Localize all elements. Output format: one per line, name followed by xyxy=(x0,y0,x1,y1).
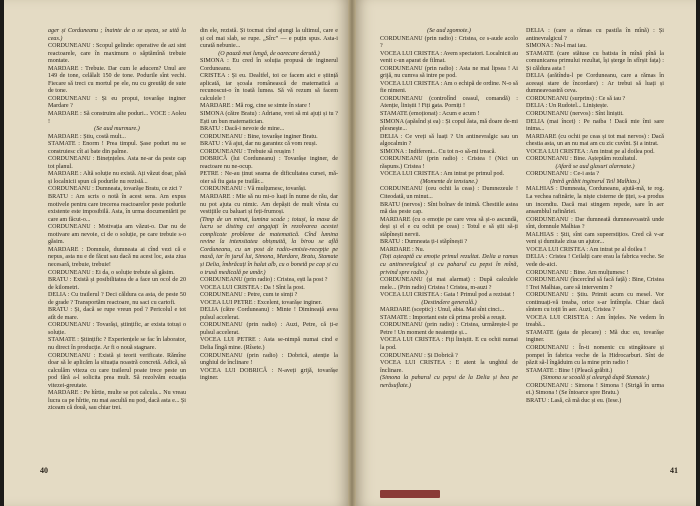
dialogue-line: MARDARE : Pe hîrtie, multe se pot calcula... Nu vreau lucra ca pe hîrtie, nu mai ascultă nu pod, dacă asta e... Și ziceam că două, sau chiar trei. xyxy=(48,390,186,412)
dialogue-line: STAMATE : Bine ! (Pleacă grăbit.) xyxy=(526,367,613,374)
bookmark-ribbon xyxy=(380,490,440,498)
dialogue-line: SIMONA : Eu cred în soluția propusă de inginerul Corduneanu. xyxy=(200,58,338,72)
stage-direction: (Se aud zgomote.) xyxy=(427,28,471,34)
stage-direction: ager și Corduneanu ; înainte de a se așeza, se uită la ceas.) xyxy=(48,28,186,42)
dialogue-line: CORDUNEANU (prin radio) : Cristea, urmărește-l pe Petre ! Un moment de neatenție și... xyxy=(380,322,518,336)
right-page xyxy=(352,0,700,506)
dialogue-line: CORDUNEANU (prin radio) : Cristea, ce s-aude acolo ? xyxy=(380,35,518,50)
dialogue-line: din ele, rezistă. Și tocmai cînd ajungi la ultimul, care e și cel mai slab, se rupe. „Sîrc” — e puțin spus. Asta-i curată nebunie... xyxy=(200,28,338,50)
dialogue-line: CORDUNEANU : Și Dobrică ? xyxy=(380,352,458,359)
dialogue-line: STAMATE : Științific ? Experiențele se fac în laborator, nu direct în producție. Ar fi o nouă stagnare. xyxy=(48,337,186,351)
dialogue-line: CORDUNEANU : Știu. Primit acum cu mesel. Vor continuați-vă treaba, orice s-ar întîmpla. Chiar dacă sîntem cu toții în aer. Auzi, Cristea ? xyxy=(526,292,664,314)
dialogue-line: CORDUNEANU (surprins) : Ce să iau ? xyxy=(526,95,626,102)
stage-direction: (Momente de tensiune.) xyxy=(420,178,478,185)
dialogue-line: VOCEA LUI CRISTEA : Am intrat pe primul pod. xyxy=(380,171,505,178)
dialogue-line: CORDUNEANU : Motivația am văzut-o. Dar nu de motivare am nevoie, ci de o soluție, pe care trebuie s-o găsim. xyxy=(48,224,186,246)
dialogue-line: CORDUNEANU : Există și teorii verificate. Rămîne doar să le aplicăm la situația noastră concretă. Adică, să calculăm viteza cu care trailerul poate trece peste un pod fără a-l solicita prea mult. Să rezolvăm ecuația vitezei-greutate. xyxy=(48,352,186,389)
dialogue-line: CORDUNEANU : Petre, cum te simți ? xyxy=(200,292,298,299)
dialogue-line: CORDUNEANU (prin radio) : Cristea, ești la post ? xyxy=(200,277,328,284)
stage-direction: (Se aud murmure.) xyxy=(94,126,140,133)
stage-direction: (O pauză mai lungă, de oarecare derută.) xyxy=(218,50,320,57)
dialogue-line: CORDUNEANU : Bine. Am mulțumesc ! xyxy=(526,269,629,276)
dialogue-line: VOCEA LUI DOBRICĂ : N-aveți grijă, tovarășe inginer. xyxy=(200,367,338,382)
dialogue-line: CORDUNEANU (ceu ochii la ceas) : Dumnezeule ! Citeodată, un minut... xyxy=(380,186,518,201)
dialogue-line: MARDARE : Mie să nu mi-o luați în nume de rău, dar nu pot ajuta cu nimic. Am depășit de mult vîrsta cu vestițiile cu baluari și feți-frumoși. xyxy=(200,194,338,216)
dialogue-line: CORDUNEANU : Dumneata, tovarășe Bratu, ce zici ? xyxy=(48,186,182,193)
dialogue-line: DELIA : Cristea ! Ceilalți care erau la fabrica veche. Se vede de-aici. xyxy=(526,254,664,268)
dialogue-line: VOCEA LUI CRISTEA : Fiți liniștit. E cu ochii numai la pod. xyxy=(380,337,518,351)
scan-edge-right xyxy=(696,0,700,506)
book-gutter xyxy=(348,0,356,506)
dialogue-line: MARDARE : Trebuie. Dar cum le aducem? Unul are 149 de tone, celălalt 150 de tone. Podurile sînt vechi. Fiecare să treci cu mortul pe ele, nu cu greutăți de sute de tone. xyxy=(48,65,186,95)
stage-direction: (Intră grăbit inginerul Teil Malhias.) xyxy=(550,178,640,185)
dialogue-line: BRATU : Dacă-i nevoie de mine... xyxy=(200,126,285,133)
stage-direction: (Destindere generală.) xyxy=(421,299,477,306)
dialogue-line: STAMATE (emoționat) : Acum e acum ! xyxy=(380,111,480,118)
dialogue-line: STAMATE (care stătuse cu batista în mînă pînă la comunicarea primului rezultat, își șterge în sfîrșit fața) : Și căldura asta ! xyxy=(526,50,664,72)
dialogue-line: DELIA : Cu trailerul ? Deci căldura ca asta, de peste 50 de grade ? Transportăm reactoare, nu saci cu cartofi. xyxy=(48,292,186,306)
dialogue-line: MALHIAS : Știi, sînt cam supeerstițios. Cred că v-ar veni și dumitale ziua un ajutor... xyxy=(526,231,664,246)
dialogue-line: BRATU : Am scris o notă în acest sens. Am expus motivele pentru care trecerea reactoarelor peste podurile existente este imposibilă. Asta, în urma documentării pe care am făcut-o... xyxy=(48,194,186,223)
dialogue-line: MARDARE (cu ochii pe ceas și tot mai nervos) : Dacă chestia asta, un an nu mai am cu zic cuvînt. Și a intrat. xyxy=(526,133,664,148)
dialogue-line: CORDUNEANU : Vă mulțumesc, tovarăși. xyxy=(200,186,307,193)
dialogue-line: STAMATE (gata de plecare) : Mă duc eu, tovarășe inginer. xyxy=(526,329,664,344)
dialogue-line: CORDUNEANU (prin radio) : Asta ne mai lipsea ! Ai grijă, nu cumva să intre pe pod. xyxy=(380,65,518,80)
left-page-column-2 xyxy=(200,28,338,383)
dialogue-line: CORDUNEANU : Ei da, o soluție trebuie să găsim. xyxy=(48,269,175,276)
dialogue-line: VOCEA LUI CRISTEA : E atent la unghiul de înclinare. xyxy=(380,360,518,374)
dialogue-line: CORDUNEANU (prin radio) : Auzi, Petre, că ți-e pulsul accelerat. xyxy=(200,322,338,336)
dialogue-line: SIMONA : Nu-l mai iau. xyxy=(526,43,587,50)
dialogue-line: BRATU : Dumneata ți-i stăpînești ? xyxy=(380,239,468,246)
dialogue-line: CORDUNEANU (încercînd să facă față) : Bine, Cristea ! Trei Malhias, care să intervenim ? xyxy=(526,277,664,291)
dialogue-line: SIMONA (apăsînd și ea) : Și copul ăsta, mă doare de-mi plesneşte... xyxy=(380,118,518,133)
dialogue-line: VOCEA LUI PETRE : Asta se-nimpă numai cind e Delia lîngă mine. (Rîsete.) xyxy=(200,337,338,351)
dialogue-line: CORDUNEANU : În-ti nomenic cu stingătoare și pompei în fabrica veche de la Hidrocarburi. Sînt de păzit să-l îngăduim cu la mine prin radio ! xyxy=(526,344,664,367)
scan-edge-left xyxy=(0,0,4,506)
dialogue-line: CORDUNEANU : Scopul gelinde: operative de azi sint reactoarele, care în maximum o săptămînă trebuie montate. xyxy=(48,43,186,65)
dialogue-line: SIMONA (către Bratu) : Adriane, vrei să mi ajuți și tu ? Ești un bun matematician. xyxy=(200,111,338,125)
dialogue-line: BRATU (nervos) : Sînt bolnav de inimă. Chestiile astea mă das peste cap. xyxy=(380,201,518,216)
dialogue-line: DELIA (către Corduneanu) : Minte ! Dimineață avea pulsul accelerat. xyxy=(200,307,338,321)
dialogue-line: DELIA (mai încet) : Pe naiba ! Dacă mie îmi sare inima... xyxy=(526,118,664,133)
dialogue-line: CORDUNEANU (controlînd ceasul, comandă) : Atenție, liniștii ! Fiți gata. Porniți ! xyxy=(380,95,518,110)
dialogue-line: CORDUNEANU (și mai alarmat) : După calculele mele... (Prin radio) Cristea ! Cristea, m-auzi ? xyxy=(380,277,518,291)
dialogue-line: CORDUNEANU (prin radio) : Cristea ! (Nici un răspuns.) Cristea ! xyxy=(380,156,518,170)
dialogue-line: VOCEA LUI CRISTEA : Am o echipă de ordine. N-o să fie nimeni. xyxy=(380,80,518,95)
dialogue-line: CORDUNEANU : Trebuie să reușim ! xyxy=(200,148,295,155)
dialogue-line: STAMATE : Important este că prima probă a reușit. xyxy=(380,314,507,321)
dialogue-line: CORDUNEANU : Dar dumneată dumneavoastră unde sînt, domnule Malhias ? xyxy=(526,216,664,231)
dialogue-line: MARDARE (sceptic) : Unul, abia. Mai sînt cinci... xyxy=(380,307,505,314)
dialogue-line: CORDUNEANU : Ce-i asta ? xyxy=(526,171,600,178)
stage-direction: (Timp de un minut, lumina scade ; totuși, la masa de lucru se disting cei angajați în rezolvarea acestei complicate probleme de matematică. Cînd lumina revine la intensitatea obișnuită, la birou se află Corduneanu, cu un post de radio-emisie-recepție pe masă, iar în jurul lui, Simona, Mardare, Bratu, Stamate și Delia, îmbrăcați în halat alb, cu o bonetă pe cap și cu o trusă medicală pe umăr.) xyxy=(200,216,338,276)
dialogue-line: DOBRICĂ (lui Corduneanu) : Tovarășe inginer, de reactoare nu ne-ocup. xyxy=(200,156,338,170)
dialogue-line: CORDUNEANU (prin radio) : Dobrică, atenție la unghiul de înclinare ! xyxy=(200,352,338,367)
dialogue-line: MARDARE : Domnule, dumneata ai cînd vezi că e nepus, asta nu e de făcut sau dacă nu acest loc, asta ziua necesară, trebuie, trebuie! xyxy=(48,246,186,268)
dialogue-line: MARDARE : Să construim alte poduri... VOCE : Aoleu ! xyxy=(48,111,186,125)
dialogue-line: CORDUNEANU : Simona ! Simona ! (Strigă în urma ei.) Simona ! (Se întoarce spre Bratu.) xyxy=(526,382,664,397)
dialogue-line: DELIA (arătîndu-l pe Corduneanu, care a rămas în aceeași stare de încordare) : Ar trebui să luați și dumneavoastră ceva. xyxy=(526,73,664,95)
dialogue-line: BRATU : Lasă, că mă duc și eu. (Iese.) xyxy=(526,397,622,404)
dialogue-line: VOCEA LUI CRISTEA : Am intrat pe al doilea pod. xyxy=(526,148,655,155)
dialogue-line: BRATU : Și, dacă se rupe vreun pod ? Pericolul e tot atît de mare. xyxy=(48,307,186,321)
dialogue-line: VOCEA LUI CRISTEA : Avem spectatori. Localnicii au venit c-un aparat de filmat. xyxy=(380,50,518,65)
dialogue-line: PETRE : Ne-au ținut seama de dificultatea cursei, mă-oier să fiu gata pe trailăr... xyxy=(200,171,338,185)
page-number-right: 41 xyxy=(670,466,678,475)
dialogue-line: CRISTEA : Și eu. Dealtfel, toi ce facem aici e știință aplicată, iar școala românească de matematică a recunoscut-o în toată lumea. Să vă rezum să facem calculele ! xyxy=(200,73,338,102)
dialogue-line: CORDUNEANU : Binețnțeles. Asta ne-ar da peste cap tot planul. xyxy=(48,156,186,170)
dialogue-line: CORDUNEANU : Bine, tovarășe inginer Bratu. xyxy=(200,133,318,140)
dialogue-line: MARDARE : Mă rog, cine se simte în stare ! xyxy=(200,103,311,110)
dialogue-line: MARDARE (cu o emoție pe care vrea să și-o ascundă, deși și el e cu ochii pe ceas) : Totul e să știi să-ți stăpînești nervii. xyxy=(380,216,518,238)
dialogue-line: DELIA : Ce vreți să luați ? Un antinevralgic sau un algocalmin ? xyxy=(380,133,518,148)
dialogue-line: DELIA : Un Rudotel... Liniștește. xyxy=(526,103,609,110)
left-page-column-1 xyxy=(48,28,186,413)
stage-direction: (Simona se scoală și aleargă după Stamate.) xyxy=(540,375,650,382)
dialogue-line: CORDUNEANU : Tovarăși, științific, ar exista totuși o soluție. xyxy=(48,322,186,336)
stage-direction: (Toți așteaptă cu emoție primul rezultat. Delia a ramas cu antinevralgicul și cu paharul cu pepsi în mînă, privind spre radio.) xyxy=(380,254,518,276)
dialogue-line: MALHIAS : Dumneata, Corduneanu, ajută-mă, te rog. La vechea rafinărie, la niște cisterne de țiței, s-a produs un incendiu. Dacă mai stingem repede, sare în aer ansamblul rafinăriei. xyxy=(526,186,664,216)
stage-direction: (Afară se aud glasuri alarmate.) xyxy=(555,163,635,170)
dialogue-line: MARDARE : Altă soluție nu există. Ați văzut doar, păsă și localnicii spun că podurile nu rezistă... xyxy=(48,171,186,185)
dialogue-line: CORDUNEANU : Și eu propui, tovarășe inginer Mardare ? xyxy=(48,95,186,110)
dialogue-line: BRATU : Vă ajut, dar nu garantez că vom reuși. xyxy=(200,141,318,148)
right-page-column-2 xyxy=(526,28,664,405)
dialogue-line: STAMATE : Enorm ! Prea timpul. Șase poduri nu se construiesc cît ai bate din palme. xyxy=(48,141,186,155)
dialogue-line: CORDUNEANU (nervos) : Sînt liniștit. xyxy=(526,111,624,118)
dialogue-line: VOCEA LUI CRISTEA : Da ! Sînt la post. xyxy=(200,284,305,291)
dialogue-line: SIMONA : Indiferent... Cu tot n-o să-mi treacă. xyxy=(380,148,496,155)
dialogue-line: CORDUNEANU : Bine. Așteptăm rezultatul. xyxy=(526,156,638,163)
dialogue-line: VOCEA LUI CRISTEA : Am intrat pe al doilea ! xyxy=(526,246,646,253)
dialogue-line: MARDARE : Nu. xyxy=(380,246,425,253)
dialogue-line: DELIA : (care a rămas cu pastila în mînă) : Și antinevralgicul ? xyxy=(526,28,664,42)
dialogue-line: VOCEA LUI PETRE : Excelent, tovarășe inginer. xyxy=(200,299,322,306)
dialogue-line: VOCEA LUI CRISTEA : Gata ! Primul pod a rezistat ! xyxy=(380,292,515,299)
dialogue-line: VOCEA LUI CRISTEA : Am înțeles. Ne vedem în treabă... xyxy=(526,314,664,329)
dialogue-line: BRATU : Există și posibilitatea de a face un ocol de 20 de kilometri. xyxy=(48,277,186,291)
dialogue-line: MARDARE : Știu, costă mult... xyxy=(48,133,126,140)
right-page-column-1 xyxy=(380,28,518,390)
page-number-left: 40 xyxy=(40,466,48,475)
stage-direction: (Simona la paharul cu pepsi de la Delia și bea pe nerăsuflate.) xyxy=(380,375,518,389)
